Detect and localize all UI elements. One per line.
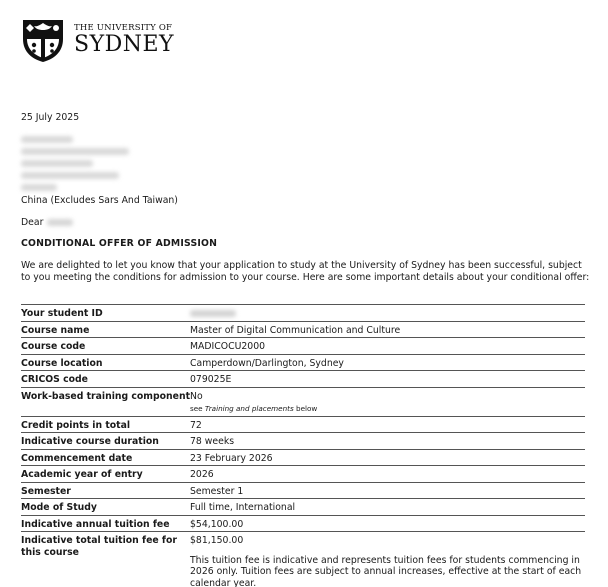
table-row [21, 483, 585, 500]
work-based-value [190, 391, 585, 415]
table-row [21, 322, 585, 339]
intro-paragraph: We are delighted to let you know that your application to study at the University of Sydney has been successful, subject to you meeting the conditions for admission to your course. Here are some important details about your conditional offer: [21, 260, 590, 283]
student-id-label: Your student ID [21, 308, 103, 319]
course-code-label: Course code [21, 341, 86, 352]
course-location-value: Camperdown/Darlington, Sydney [190, 357, 344, 369]
work-based-note-post: below [293, 404, 318, 413]
offer-heading: CONDITIONAL OFFER OF ADMISSION [21, 238, 218, 249]
cricos-value: 079025E [190, 374, 232, 385]
course-location-label: Course location [21, 357, 103, 369]
commencement-value: 23 February 2026 [190, 452, 273, 464]
table-row [21, 499, 585, 516]
commencement-label: Commencement date [21, 452, 133, 464]
letter-date: 25 July 2025 [21, 112, 80, 123]
work-based-note-link: Training and placements [204, 404, 294, 413]
course-name-label: Course name [21, 324, 90, 336]
credit-points-label: Credit points in total [21, 419, 131, 431]
work-based-note [190, 403, 585, 415]
redacted-address-line [21, 172, 119, 179]
logo-line-1: THE UNIVERSITY OF [74, 22, 173, 33]
academic-year-value: 2026 [190, 469, 214, 480]
table-row [21, 305, 585, 322]
university-crest-icon [20, 17, 66, 63]
table-row [21, 371, 585, 388]
duration-label: Indicative course duration [21, 436, 159, 447]
total-fee-label: Indicative total tuition fee for this course [21, 535, 177, 558]
redacted-address-line [21, 160, 93, 167]
table-row [21, 532, 585, 587]
redacted-address-line [21, 148, 129, 155]
work-based-answer: No [190, 390, 203, 402]
fee-note: This tuition fee is indicative and represents tuition fees for students commencing in 2026 only. Tuition fees are subject to annual increases, effective at the start of each calendar year. [190, 554, 582, 587]
table-row [21, 450, 585, 467]
redacted-address-line [21, 184, 57, 191]
table-row [21, 388, 585, 417]
logo-line-2: SYDNEY [74, 32, 175, 58]
course-code-value: MADICOCU2000 [190, 341, 266, 352]
duration-value: 78 weeks [190, 436, 235, 447]
table-row [21, 338, 585, 355]
table-row [21, 355, 585, 372]
semester-value: Semester 1 [190, 485, 244, 497]
credit-points-value: 72 [190, 419, 202, 431]
university-logo [20, 10, 175, 70]
annual-fee-value: $54,100.00 [190, 518, 244, 530]
redacted-name [47, 219, 73, 226]
redacted-student-id [190, 310, 236, 317]
table-row [21, 466, 585, 483]
mode-value: Full time, International [190, 502, 296, 513]
table-row [21, 516, 585, 533]
redacted-address-line [21, 136, 73, 143]
academic-year-label: Academic year of entry [21, 469, 143, 480]
salutation-text: Dear [21, 217, 44, 228]
address-country: China (Excludes Sars And Taiwan) [21, 195, 178, 206]
annual-fee-label: Indicative annual tuition fee [21, 518, 170, 530]
salutation [21, 217, 73, 228]
total-fee-value [190, 535, 585, 587]
work-based-label: Work-based training component [21, 390, 191, 402]
semester-label: Semester [21, 485, 71, 497]
offer-details-table [21, 304, 585, 587]
table-row [21, 417, 585, 434]
student-id-value [190, 308, 585, 320]
cricos-label: CRICOS code [21, 374, 88, 385]
table-row [21, 433, 585, 450]
work-based-note-pre: see [190, 404, 205, 413]
course-name-value: Master of Digital Communication and Culture [190, 324, 401, 336]
mode-label: Mode of Study [21, 502, 97, 513]
total-fee-amount: $81,150.00 [190, 535, 244, 546]
